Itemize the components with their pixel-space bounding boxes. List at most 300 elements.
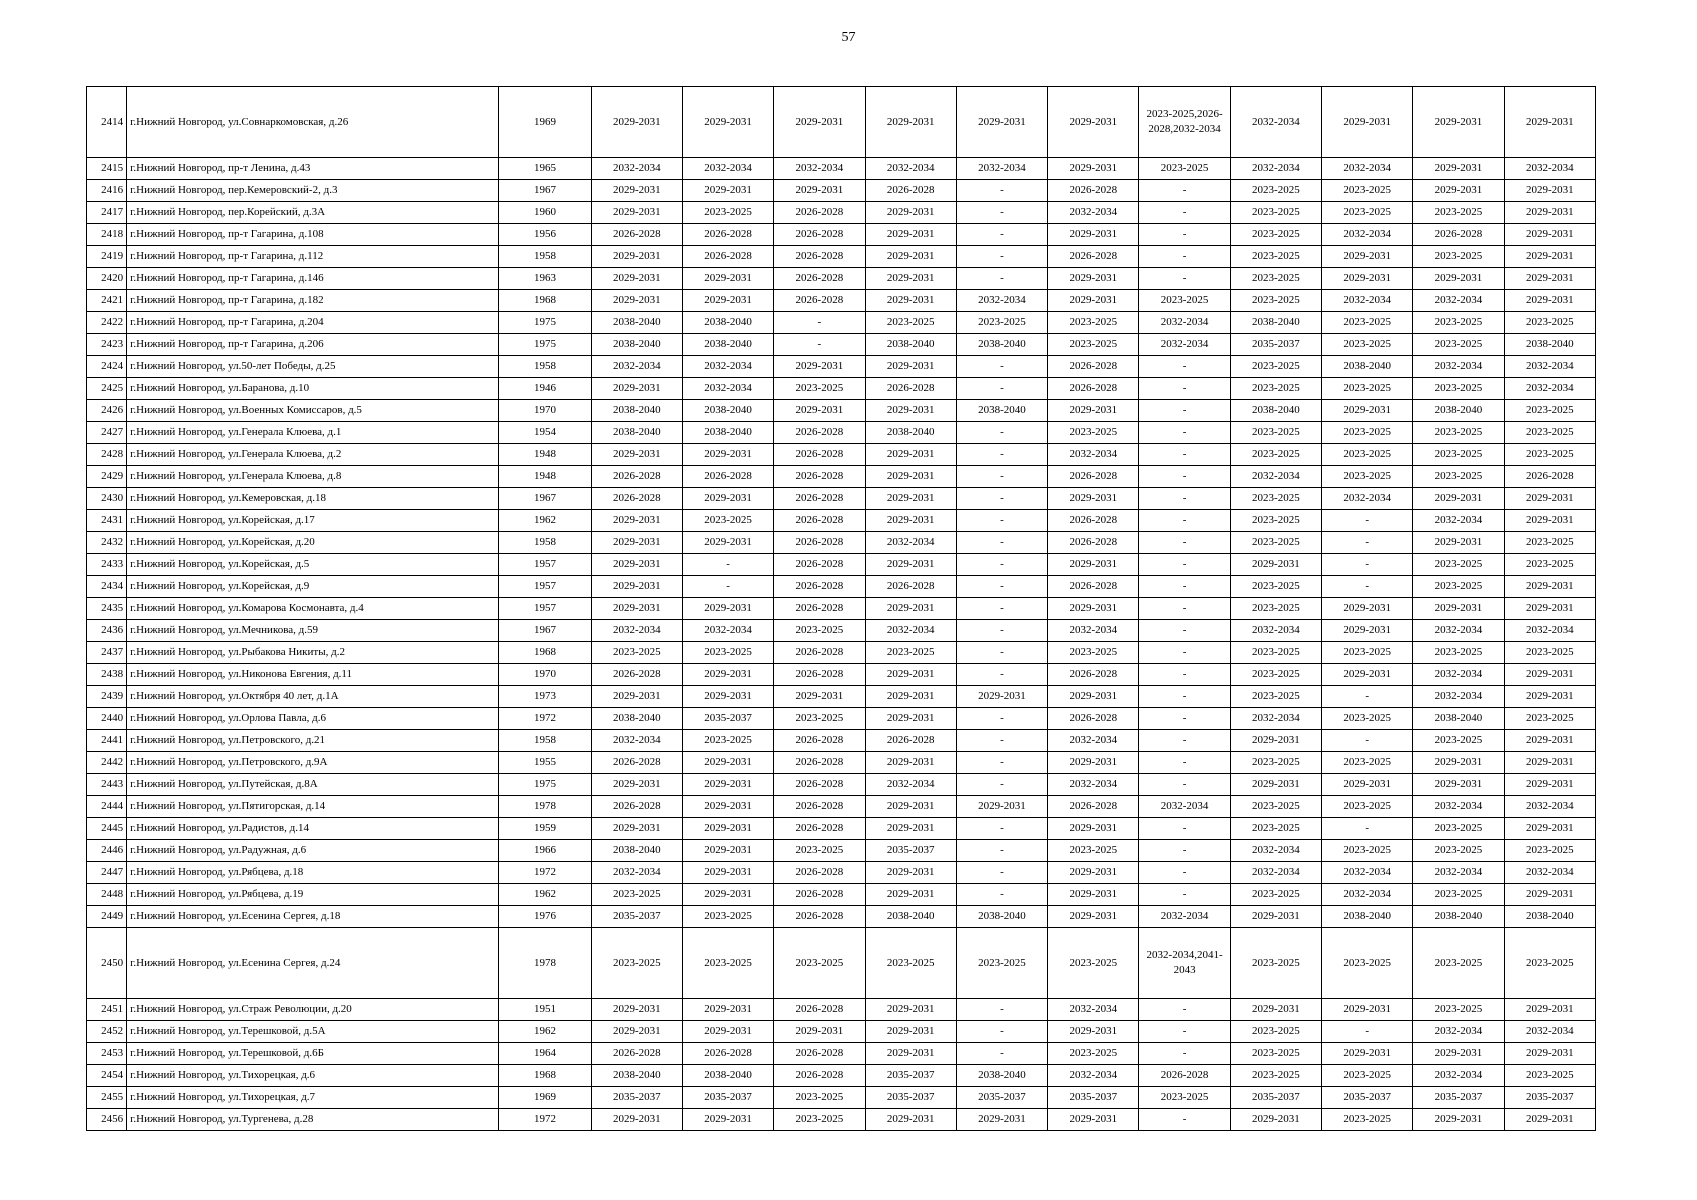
period-cell: 2026-2028 <box>1048 576 1139 598</box>
year-cell: 1965 <box>499 158 591 180</box>
period-cell: 2023-2025 <box>1230 928 1321 999</box>
year-cell: 1946 <box>499 378 591 400</box>
period-cell: 2026-2028 <box>774 884 865 906</box>
period-cell: 2035-2037 <box>1413 1087 1504 1109</box>
period-cell: 2029-2031 <box>865 1021 956 1043</box>
page-number: 57 <box>841 30 856 45</box>
table-row <box>87 620 1596 642</box>
period-cell: 2029-2031 <box>591 576 682 598</box>
table-row <box>87 884 1596 906</box>
period-cell: 2023-2025 <box>1504 312 1595 334</box>
table-row <box>87 180 1596 202</box>
period-cell: 2023-2025 <box>865 312 956 334</box>
period-cell: 2023-2025 <box>1322 928 1413 999</box>
period-cell: 2029-2031 <box>1048 268 1139 290</box>
period-cell: 2029-2031 <box>1048 554 1139 576</box>
period-cell: 2029-2031 <box>1048 158 1139 180</box>
period-cell: 2023-2025 <box>1139 158 1230 180</box>
address-cell: г.Нижний Новгород, ул.Кемеровская, д.18 <box>127 488 499 510</box>
period-cell: - <box>1139 620 1230 642</box>
period-cell: - <box>956 202 1047 224</box>
table-row <box>87 510 1596 532</box>
period-cell: 2026-2028 <box>774 1065 865 1087</box>
address-cell: г.Нижний Новгород, пр-т Гагарина, д.146 <box>127 268 499 290</box>
period-cell: 2029-2031 <box>591 818 682 840</box>
period-cell: - <box>956 862 1047 884</box>
period-cell: - <box>1139 246 1230 268</box>
address-cell: г.Нижний Новгород, ул.Корейская, д.9 <box>127 576 499 598</box>
address-cell: г.Нижний Новгород, ул.Военных Комиссаров, д.5 <box>127 400 499 422</box>
period-cell: - <box>1139 356 1230 378</box>
period-cell: 2023-2025 <box>1048 334 1139 356</box>
row-number-cell: 2451 <box>87 999 127 1021</box>
period-cell: 2023-2025 <box>1504 422 1595 444</box>
period-cell: 2026-2028 <box>774 510 865 532</box>
period-cell: 2029-2031 <box>591 1021 682 1043</box>
period-cell: - <box>956 378 1047 400</box>
period-cell: 2029-2031 <box>682 686 773 708</box>
period-cell: 2029-2031 <box>774 400 865 422</box>
period-cell: 2026-2028 <box>591 796 682 818</box>
period-cell: 2023-2025 <box>591 928 682 999</box>
row-number-cell: 2430 <box>87 488 127 510</box>
period-cell: 2023-2025 <box>1048 928 1139 999</box>
period-cell: - <box>1139 532 1230 554</box>
period-cell: 2029-2031 <box>1413 1109 1504 1131</box>
address-cell: г.Нижний Новгород, ул.Корейская, д.20 <box>127 532 499 554</box>
period-cell: - <box>1139 840 1230 862</box>
period-cell: 2026-2028 <box>774 642 865 664</box>
period-cell: 2029-2031 <box>865 818 956 840</box>
period-cell: 2029-2031 <box>682 840 773 862</box>
period-cell: 2023-2025 <box>1230 510 1321 532</box>
table-row <box>87 576 1596 598</box>
year-cell: 1968 <box>499 642 591 664</box>
year-cell: 1958 <box>499 532 591 554</box>
period-cell: 2032-2034 <box>1322 158 1413 180</box>
period-cell: 2023-2025 <box>1230 290 1321 312</box>
period-cell: 2029-2031 <box>865 510 956 532</box>
period-cell: - <box>956 620 1047 642</box>
period-cell: 2029-2031 <box>1048 752 1139 774</box>
period-cell: - <box>774 334 865 356</box>
row-number-cell: 2415 <box>87 158 127 180</box>
address-cell: г.Нижний Новгород, ул.Терешковой, д.6Б <box>127 1043 499 1065</box>
period-cell: 2023-2025 <box>1322 312 1413 334</box>
row-number-cell: 2453 <box>87 1043 127 1065</box>
period-cell: 2029-2031 <box>1504 180 1595 202</box>
period-cell: 2035-2037 <box>1322 1087 1413 1109</box>
period-cell: 2029-2031 <box>1048 598 1139 620</box>
period-cell: 2029-2031 <box>1048 224 1139 246</box>
period-cell: - <box>956 510 1047 532</box>
period-cell: 2029-2031 <box>591 378 682 400</box>
period-cell: 2032-2034 <box>1504 378 1595 400</box>
period-cell: 2029-2031 <box>1504 510 1595 532</box>
period-cell: 2032-2034 <box>1504 158 1595 180</box>
address-cell: г.Нижний Новгород, ул.Комарова Космонавта, д.4 <box>127 598 499 620</box>
period-cell: 2026-2028 <box>682 224 773 246</box>
address-cell: г.Нижний Новгород, ул.Радистов, д.14 <box>127 818 499 840</box>
period-cell: 2032-2034 <box>1048 202 1139 224</box>
table-row <box>87 246 1596 268</box>
period-cell: 2026-2028 <box>1048 532 1139 554</box>
period-cell: 2029-2031 <box>1230 554 1321 576</box>
period-cell: 2023-2025 <box>1322 752 1413 774</box>
period-cell: 2023-2025 <box>956 928 1047 999</box>
period-cell: - <box>1139 642 1230 664</box>
table-row <box>87 928 1596 999</box>
period-cell: 2023-2025 <box>1413 999 1504 1021</box>
period-cell: - <box>1139 1109 1230 1131</box>
period-cell: 2023-2025 <box>1413 818 1504 840</box>
period-cell: 2026-2028 <box>1048 510 1139 532</box>
period-cell: 2038-2040 <box>591 1065 682 1087</box>
row-number-cell: 2431 <box>87 510 127 532</box>
period-cell: - <box>1139 466 1230 488</box>
period-cell: 2032-2034 <box>1413 510 1504 532</box>
period-cell: 2023-2025 <box>1413 554 1504 576</box>
period-cell: 2032-2034 <box>682 356 773 378</box>
period-cell: - <box>1322 1021 1413 1043</box>
address-cell: г.Нижний Новгород, ул.Никонова Евгения, д.11 <box>127 664 499 686</box>
period-cell: 2029-2031 <box>774 356 865 378</box>
period-cell: - <box>1139 378 1230 400</box>
period-cell: - <box>1139 708 1230 730</box>
period-cell: 2026-2028 <box>774 906 865 928</box>
period-cell: 2023-2025 <box>1322 466 1413 488</box>
period-cell: 2023-2025 <box>1230 532 1321 554</box>
period-cell: - <box>956 664 1047 686</box>
period-cell: 2038-2040 <box>1413 906 1504 928</box>
year-cell: 1959 <box>499 818 591 840</box>
address-cell: г.Нижний Новгород, ул.Путейская, д.8А <box>127 774 499 796</box>
table-row <box>87 642 1596 664</box>
period-cell: 2026-2028 <box>774 290 865 312</box>
period-cell: 2023-2025 <box>591 884 682 906</box>
period-cell: 2026-2028 <box>591 1043 682 1065</box>
period-cell: 2029-2031 <box>1322 246 1413 268</box>
period-cell: - <box>1139 554 1230 576</box>
period-cell: 2029-2031 <box>591 554 682 576</box>
period-cell: 2023-2025 <box>1322 708 1413 730</box>
period-cell: 2026-2028 <box>1048 664 1139 686</box>
period-cell: 2038-2040 <box>591 422 682 444</box>
year-cell: 1970 <box>499 400 591 422</box>
row-number-cell: 2446 <box>87 840 127 862</box>
period-cell: 2023-2025 <box>1230 224 1321 246</box>
period-cell: 2032-2034 <box>1413 620 1504 642</box>
period-cell: 2029-2031 <box>956 87 1047 158</box>
period-cell: 2029-2031 <box>1413 532 1504 554</box>
period-cell: 2023-2025 <box>1413 334 1504 356</box>
period-cell: 2029-2031 <box>591 180 682 202</box>
year-cell: 1957 <box>499 576 591 598</box>
period-cell: - <box>1139 818 1230 840</box>
period-cell: 2032-2034 <box>1048 774 1139 796</box>
table-row <box>87 554 1596 576</box>
table-row <box>87 774 1596 796</box>
address-cell: г.Нижний Новгород, пр-т Гагарина, д.206 <box>127 334 499 356</box>
address-cell: г.Нижний Новгород, ул.Тихорецкая, д.7 <box>127 1087 499 1109</box>
period-cell: 2023-2025 <box>1048 840 1139 862</box>
period-cell: 2029-2031 <box>865 224 956 246</box>
period-cell: 2029-2031 <box>682 818 773 840</box>
period-cell: 2029-2031 <box>865 1043 956 1065</box>
period-cell: 2023-2025 <box>1504 840 1595 862</box>
period-cell: 2023-2025 <box>1230 598 1321 620</box>
period-cell: - <box>1139 202 1230 224</box>
year-cell: 1972 <box>499 862 591 884</box>
period-cell: 2029-2031 <box>774 1021 865 1043</box>
period-cell: 2029-2031 <box>1504 884 1595 906</box>
period-cell: 2029-2031 <box>865 862 956 884</box>
period-cell: 2029-2031 <box>1504 87 1595 158</box>
period-cell: - <box>1322 730 1413 752</box>
period-cell: - <box>1139 730 1230 752</box>
period-cell: 2035-2037 <box>1230 334 1321 356</box>
period-cell: - <box>1139 686 1230 708</box>
period-cell: - <box>956 554 1047 576</box>
period-cell: 2026-2028 <box>774 752 865 774</box>
address-cell: г.Нижний Новгород, ул.Корейская, д.17 <box>127 510 499 532</box>
row-number-cell: 2449 <box>87 906 127 928</box>
period-cell: 2032-2034 <box>1504 796 1595 818</box>
period-cell: 2026-2028 <box>774 796 865 818</box>
period-cell: 2029-2031 <box>1504 576 1595 598</box>
period-cell: 2032-2034 <box>591 356 682 378</box>
period-cell: 2032-2034 <box>1230 158 1321 180</box>
period-cell: 2023-2025 <box>1230 488 1321 510</box>
period-cell: 2026-2028 <box>1048 466 1139 488</box>
period-cell: 2032-2034 <box>591 730 682 752</box>
year-cell: 1967 <box>499 180 591 202</box>
row-number-cell: 2452 <box>87 1021 127 1043</box>
period-cell: - <box>1139 510 1230 532</box>
period-cell: 2029-2031 <box>1504 818 1595 840</box>
period-cell: 2035-2037 <box>865 1087 956 1109</box>
period-cell: 2029-2031 <box>1230 999 1321 1021</box>
period-cell: 2026-2028 <box>682 246 773 268</box>
address-cell: г.Нижний Новгород, ул.Орлова Павла, д.6 <box>127 708 499 730</box>
period-cell: 2032-2034 <box>1322 862 1413 884</box>
period-cell: 2029-2031 <box>1413 268 1504 290</box>
period-cell: 2023-2025 <box>1413 466 1504 488</box>
row-number-cell: 2420 <box>87 268 127 290</box>
period-cell: 2029-2031 <box>865 598 956 620</box>
period-cell: 2023-2025 <box>1048 642 1139 664</box>
year-cell: 1962 <box>499 1021 591 1043</box>
period-cell: 2023-2025 <box>1504 444 1595 466</box>
period-cell: 2023-2025 <box>774 620 865 642</box>
period-cell: 2023-2025 <box>1322 334 1413 356</box>
year-cell: 1958 <box>499 246 591 268</box>
period-cell: 2029-2031 <box>591 774 682 796</box>
period-cell: 2026-2028 <box>774 730 865 752</box>
period-cell: 2029-2031 <box>682 1021 773 1043</box>
period-cell: 2026-2028 <box>774 554 865 576</box>
year-cell: 1948 <box>499 444 591 466</box>
year-cell: 1957 <box>499 598 591 620</box>
period-cell: 2026-2028 <box>774 268 865 290</box>
period-cell: - <box>956 532 1047 554</box>
period-cell: 2023-2025 <box>865 928 956 999</box>
period-cell: 2029-2031 <box>591 598 682 620</box>
period-cell: 2026-2028 <box>774 202 865 224</box>
table-body <box>87 87 1596 1131</box>
period-cell: 2029-2031 <box>591 686 682 708</box>
period-cell: 2026-2028 <box>774 862 865 884</box>
period-cell: 2029-2031 <box>1504 774 1595 796</box>
period-cell: 2038-2040 <box>1230 312 1321 334</box>
period-cell: 2029-2031 <box>682 664 773 686</box>
period-cell: 2023-2025,2026-2028,2032-2034 <box>1139 87 1230 158</box>
table-row <box>87 290 1596 312</box>
row-number-cell: 2448 <box>87 884 127 906</box>
row-number-cell: 2433 <box>87 554 127 576</box>
period-cell: 2023-2025 <box>1048 422 1139 444</box>
address-cell: г.Нижний Новгород, пр-т Гагарина, д.204 <box>127 312 499 334</box>
period-cell: 2029-2031 <box>591 444 682 466</box>
period-cell: 2026-2028 <box>865 378 956 400</box>
period-cell: 2026-2028 <box>1504 466 1595 488</box>
address-cell: г.Нижний Новгород, ул.Терешковой, д.5А <box>127 1021 499 1043</box>
period-cell: 2029-2031 <box>865 87 956 158</box>
period-cell: - <box>1322 686 1413 708</box>
address-cell: г.Нижний Новгород, ул.50-лет Победы, д.25 <box>127 356 499 378</box>
period-cell: 2032-2034 <box>865 774 956 796</box>
period-cell: 2029-2031 <box>956 686 1047 708</box>
row-number-cell: 2428 <box>87 444 127 466</box>
period-cell: 2032-2034 <box>1322 884 1413 906</box>
address-cell: г.Нижний Новгород, ул.Пятигорская, д.14 <box>127 796 499 818</box>
row-number-cell: 2456 <box>87 1109 127 1131</box>
period-cell: 2029-2031 <box>1504 686 1595 708</box>
period-cell: 2026-2028 <box>774 664 865 686</box>
address-cell: г.Нижний Новгород, ул.Петровского, д.21 <box>127 730 499 752</box>
period-cell: - <box>1139 999 1230 1021</box>
table-row <box>87 334 1596 356</box>
table-row <box>87 158 1596 180</box>
period-cell: 2023-2025 <box>774 1109 865 1131</box>
period-cell: 2038-2040 <box>865 422 956 444</box>
period-cell: 2023-2025 <box>1139 290 1230 312</box>
year-cell: 1956 <box>499 224 591 246</box>
period-cell: 2029-2031 <box>591 87 682 158</box>
period-cell: 2029-2031 <box>682 180 773 202</box>
period-cell: 2038-2040 <box>682 422 773 444</box>
period-cell: 2029-2031 <box>1230 906 1321 928</box>
period-cell: 2035-2037 <box>591 906 682 928</box>
period-cell: 2029-2031 <box>1322 1043 1413 1065</box>
period-cell: - <box>1139 1043 1230 1065</box>
period-cell: 2029-2031 <box>591 532 682 554</box>
period-cell: 2032-2034 <box>1048 730 1139 752</box>
period-cell: 2032-2034 <box>682 158 773 180</box>
period-cell: 2026-2028 <box>865 730 956 752</box>
year-cell: 1963 <box>499 268 591 290</box>
period-cell: 2032-2034 <box>1048 999 1139 1021</box>
period-cell: 2023-2025 <box>1413 312 1504 334</box>
period-cell: 2032-2034 <box>1048 1065 1139 1087</box>
period-cell: 2029-2031 <box>865 554 956 576</box>
table-row <box>87 906 1596 928</box>
period-cell: 2026-2028 <box>1048 708 1139 730</box>
period-cell: 2032-2034 <box>774 158 865 180</box>
period-cell: 2038-2040 <box>682 1065 773 1087</box>
period-cell: 2023-2025 <box>1504 1065 1595 1087</box>
period-cell: 2023-2025 <box>1230 202 1321 224</box>
row-number-cell: 2434 <box>87 576 127 598</box>
period-cell: - <box>1139 1021 1230 1043</box>
year-cell: 1960 <box>499 202 591 224</box>
period-cell: - <box>682 576 773 598</box>
period-cell: 2026-2028 <box>774 444 865 466</box>
table-row <box>87 202 1596 224</box>
period-cell: 2026-2028 <box>1048 246 1139 268</box>
period-cell: 2023-2025 <box>774 708 865 730</box>
period-cell: 2023-2025 <box>1230 752 1321 774</box>
address-cell: г.Нижний Новгород, ул.Рябцева, д.18 <box>127 862 499 884</box>
table-row <box>87 378 1596 400</box>
period-cell: - <box>956 488 1047 510</box>
period-cell: 2026-2028 <box>774 466 865 488</box>
address-cell: г.Нижний Новгород, ул.Совнаркомовская, д.26 <box>127 87 499 158</box>
period-cell: 2029-2031 <box>682 488 773 510</box>
period-cell: 2029-2031 <box>1322 87 1413 158</box>
period-cell: 2029-2031 <box>1504 664 1595 686</box>
table-row <box>87 1087 1596 1109</box>
period-cell: 2023-2025 <box>1230 686 1321 708</box>
row-number-cell: 2450 <box>87 928 127 999</box>
period-cell: 2029-2031 <box>1048 290 1139 312</box>
period-cell: 2029-2031 <box>591 1109 682 1131</box>
address-cell: г.Нижний Новгород, ул.Генерала Клюева, д.1 <box>127 422 499 444</box>
address-cell: г.Нижний Новгород, ул.Баранова, д.10 <box>127 378 499 400</box>
period-cell: 2029-2031 <box>1413 752 1504 774</box>
period-cell: 2029-2031 <box>682 752 773 774</box>
period-cell: 2029-2031 <box>682 796 773 818</box>
address-cell: г.Нижний Новгород, пр-т Гагарина, д.182 <box>127 290 499 312</box>
table-row <box>87 422 1596 444</box>
period-cell: 2023-2025 <box>1322 1109 1413 1131</box>
period-cell: - <box>956 224 1047 246</box>
period-cell: 2032-2034 <box>1413 862 1504 884</box>
address-cell: г.Нижний Новгород, ул.Октября 40 лет, д.1А <box>127 686 499 708</box>
year-cell: 1978 <box>499 796 591 818</box>
period-cell: 2026-2028 <box>774 999 865 1021</box>
period-cell: 2029-2031 <box>591 999 682 1021</box>
table-row <box>87 664 1596 686</box>
row-number-cell: 2444 <box>87 796 127 818</box>
period-cell: 2023-2025 <box>682 928 773 999</box>
period-cell: 2023-2025 <box>1413 444 1504 466</box>
period-cell: 2029-2031 <box>1504 290 1595 312</box>
period-cell: - <box>1139 180 1230 202</box>
period-cell: 2029-2031 <box>1504 598 1595 620</box>
row-number-cell: 2441 <box>87 730 127 752</box>
period-cell: - <box>1322 818 1413 840</box>
period-cell: 2029-2031 <box>1048 1021 1139 1043</box>
period-cell: 2029-2031 <box>1048 884 1139 906</box>
row-number-cell: 2445 <box>87 818 127 840</box>
row-number-cell: 2414 <box>87 87 127 158</box>
period-cell: 2029-2031 <box>1048 1109 1139 1131</box>
period-cell: 2032-2034 <box>956 158 1047 180</box>
period-cell: 2032-2034 <box>1413 1021 1504 1043</box>
address-cell: г.Нижний Новгород, ул.Генерала Клюева, д.2 <box>127 444 499 466</box>
period-cell: 2029-2031 <box>774 180 865 202</box>
